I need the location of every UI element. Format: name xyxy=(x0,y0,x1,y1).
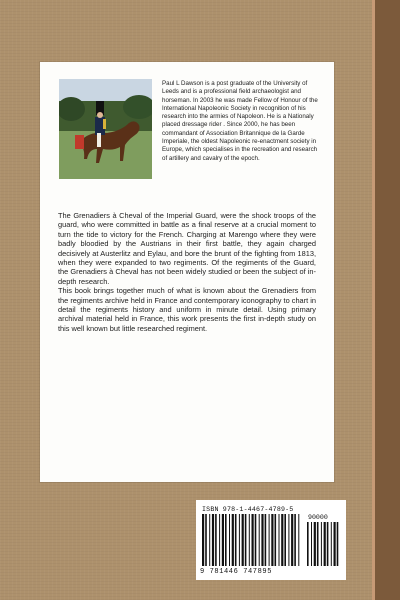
barcode-bar xyxy=(219,514,220,566)
barcode-bar xyxy=(324,522,326,566)
barcode-bar xyxy=(294,514,296,566)
barcode-bar xyxy=(255,514,257,566)
barcode-bar xyxy=(314,522,316,566)
barcode-bar xyxy=(288,514,289,566)
barcode-bar xyxy=(232,514,234,566)
barcode-bar xyxy=(337,522,339,566)
barcode-bar xyxy=(291,514,293,566)
barcode-bar xyxy=(215,514,217,566)
barcode-bar xyxy=(239,514,240,566)
barcode-bar xyxy=(222,514,224,566)
isbn-label: ISBN 978-1-4467-4789-5 xyxy=(202,506,294,513)
barcode-bar xyxy=(259,514,260,566)
barcode-bar xyxy=(307,522,309,566)
blurb-paragraph-2: This book brings together much of what is known about the Grenadiers from the regiments archive held in France and contemporary iconography to chart in detail the regiments history and uniform in minute detail. Using primary archival material held in France, this work presents the first in-depth study on this well known but little researched regiment. xyxy=(58,286,316,333)
text-panel xyxy=(40,62,334,482)
barcode-bar xyxy=(225,514,227,566)
book-spine xyxy=(372,0,400,600)
barcode-bar xyxy=(252,514,254,566)
barcode-bar xyxy=(311,522,312,566)
barcode-bar xyxy=(205,514,207,566)
spine-edge xyxy=(372,0,375,600)
author-photo xyxy=(59,79,152,179)
blurb-paragraph-1: The Grenadiers à Cheval of the Imperial Guard, were the shock troops of the guard, who were committed in battle as a final reserve at a crucial moment to turn the tide to victory for the French. Charging at Marengo where they were badly bloodied by the Austrians in their first battle, they again charged decisively at Austerlitz and Eylau, and bore the brunt of the fighting from 1813, when they were expanded to two regiments. Of the regiments of the Guard, the Grenadiers à Cheval has not been widely studied or been the subject of in-depth research. xyxy=(58,211,316,286)
barcode-bar xyxy=(321,522,322,566)
barcode-bar xyxy=(298,514,299,566)
barcode-bar xyxy=(317,522,319,566)
barcode-bar xyxy=(269,514,270,566)
barcode-bar xyxy=(275,514,277,566)
barcode-bar xyxy=(235,514,237,566)
addon-barcode xyxy=(307,522,341,566)
barcode-bar xyxy=(209,514,210,566)
barcode-digits: 9 781446 747895 xyxy=(200,568,273,576)
barcode-bar xyxy=(331,522,332,566)
barcode-bar xyxy=(261,514,263,566)
author-bio: Paul L Dawson is a post graduate of the University of Leeds and is a professional field archaeologist and horseman. In 2003 he was made Fellow of Honour of the International Napoleonic Society in recognition of his research into the armies of Napoleon. He is a Nationaly placed dressage rider . Since 2000, he has been commandant of Association Britannique de la Garde Imperiale, the oldest Napoleonic re-enactment society in Europe, which specialises in the recreation and research of artillery and cavalry of the epoch. xyxy=(162,80,318,162)
barcode-bar xyxy=(279,514,280,566)
barcode-bar xyxy=(229,514,230,566)
barcode-bar xyxy=(281,514,283,566)
barcode-bar xyxy=(271,514,273,566)
barcode-box xyxy=(196,500,346,580)
book-blurb xyxy=(58,211,316,333)
barcode-bar xyxy=(212,514,214,566)
barcode-bar xyxy=(242,514,244,566)
isbn-barcode xyxy=(202,514,302,566)
price-code: 90000 xyxy=(308,514,328,521)
barcode-bar xyxy=(249,514,250,566)
barcode-bar xyxy=(284,514,286,566)
barcode-bar xyxy=(265,514,267,566)
barcode-bar xyxy=(327,522,329,566)
barcode-bar xyxy=(334,522,336,566)
horseman-image xyxy=(59,79,152,179)
barcode-bar xyxy=(202,514,204,566)
barcode-bar xyxy=(245,514,247,566)
